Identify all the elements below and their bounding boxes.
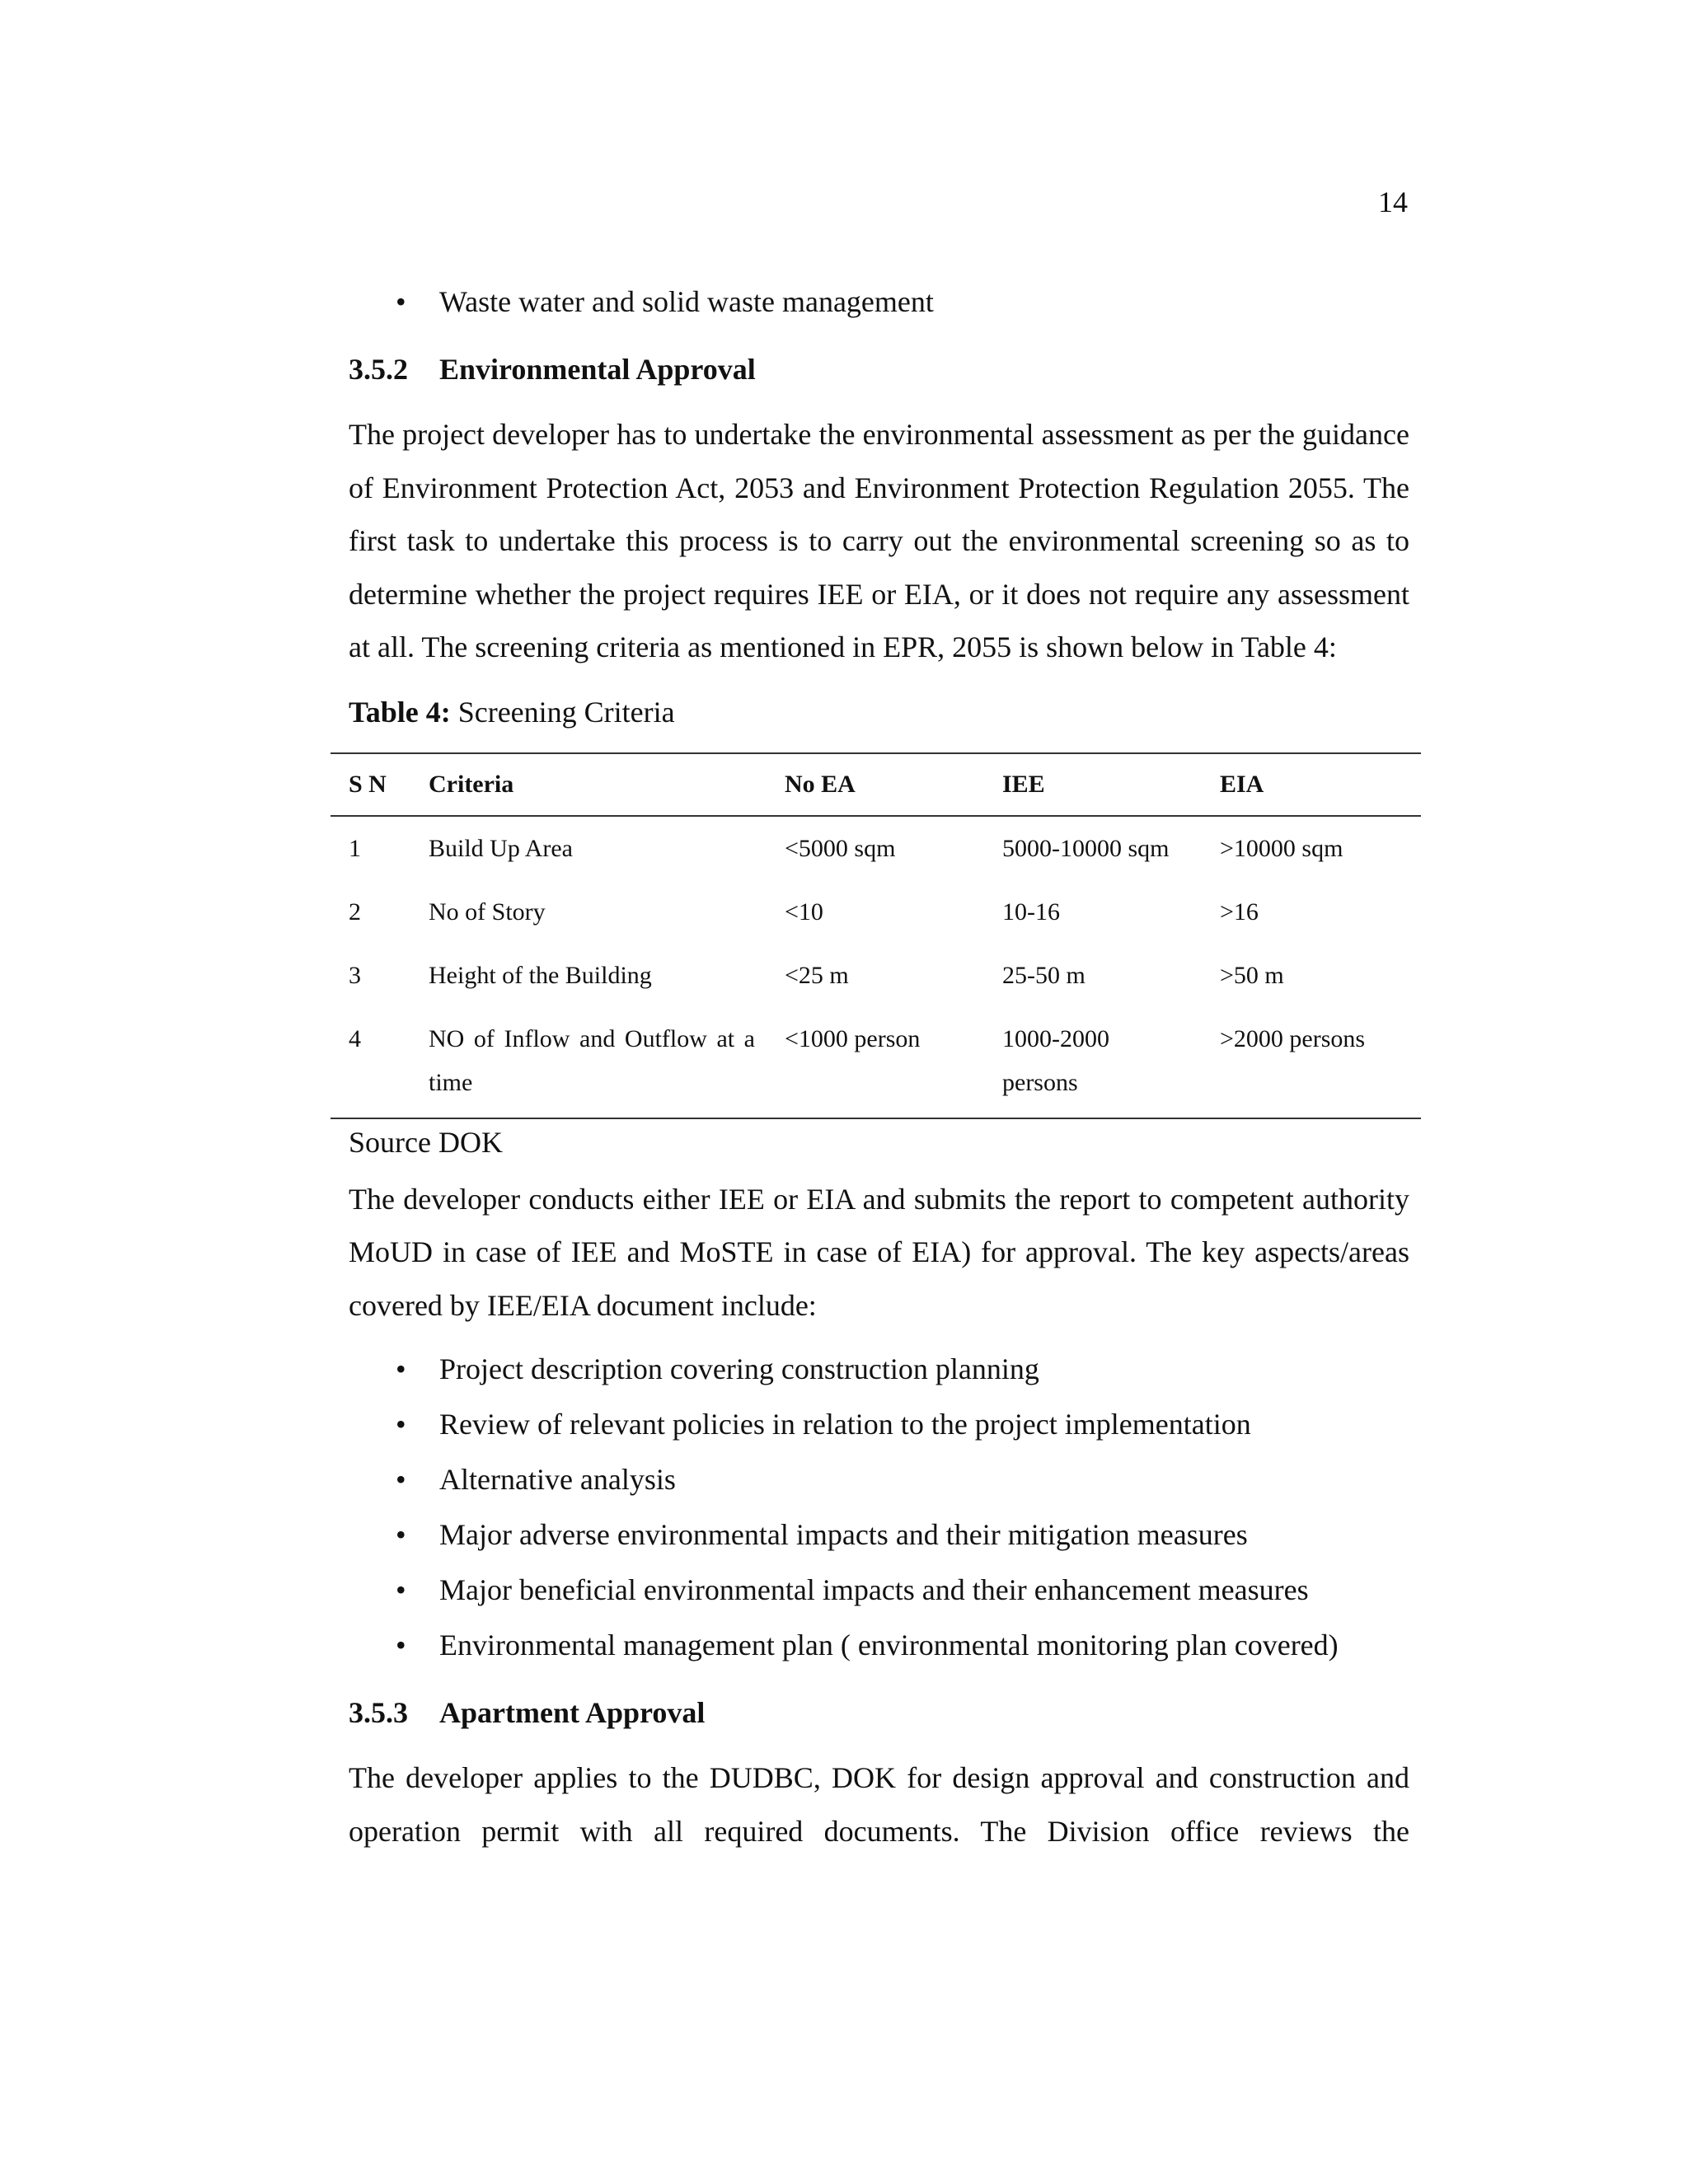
table-cell: 5000-10000 sqm: [1002, 834, 1170, 862]
list-item: [349, 1342, 1409, 1397]
table-cell: >10000 sqm: [1220, 834, 1343, 862]
paragraph-apartment-approval: The developer applies to the DUDBC, DOK for design approval and construction and operation permit with all required documents. The Division office reviews the: [349, 1761, 1409, 1848]
column-header: No EA: [767, 753, 984, 816]
table-row: [331, 816, 1421, 880]
table-header-row: [331, 753, 1421, 816]
aspects-bullet-list: [349, 1342, 1409, 1673]
table-cell: 25-50 m: [1002, 961, 1085, 989]
list-item: [349, 1397, 1409, 1452]
bullet-icon: •: [396, 1352, 406, 1385]
list-item: [349, 1618, 1409, 1673]
table-cell: 4: [331, 1007, 410, 1118]
table-row: [331, 880, 1421, 944]
table-cell: <25 m: [785, 961, 849, 989]
screening-criteria-table: [331, 752, 1421, 1119]
table-cell: >2000 persons: [1202, 1007, 1421, 1118]
table-cell: No of Story: [429, 898, 546, 926]
section-heading-3-5-2: [349, 342, 1409, 397]
table-cell: >16: [1220, 898, 1259, 926]
table-caption-label: Table 4:: [349, 695, 451, 729]
list-item: [349, 1563, 1409, 1618]
column-header: IEE: [984, 753, 1202, 816]
bullet-icon: •: [396, 1518, 406, 1551]
table-caption-text: Screening Criteria: [450, 695, 675, 729]
bullet-icon: •: [396, 1629, 406, 1661]
table-cell: 10-16: [1002, 898, 1060, 926]
list-item-text: Major adverse environmental impacts and their mitigation measures: [439, 1518, 1248, 1551]
list-item: [349, 1507, 1409, 1563]
table-cell: 3: [349, 961, 361, 989]
list-item-text: Major beneficial environmental impacts and their enhancement measures: [439, 1573, 1309, 1606]
section-heading-3-5-3: [349, 1685, 1409, 1741]
section-title: Apartment Approval: [439, 1696, 706, 1729]
document-body: [349, 274, 1409, 1858]
bullet-icon: •: [396, 1573, 406, 1606]
table-caption: [349, 685, 1409, 740]
table-row: [331, 944, 1421, 1007]
table-cell: 2: [349, 898, 361, 926]
table-cell: <1000 person: [767, 1007, 984, 1118]
column-header: S N: [331, 753, 410, 816]
paragraph-environmental-approval: The project developer has to undertake the environmental assessment as per the guidance of Environment Protection Act, 2053 and Environment Protection Regulation 2055. The first task to undertake this process is to carry out the environmental screening so as to determine whether the project requires IEE or EIA, or it does not require any assessment at all. The screening criteria as mentioned in EPR, 2055 is shown below in Table 4:: [349, 418, 1409, 663]
table-cell: 1: [349, 834, 361, 862]
table-cell: <10: [785, 898, 823, 926]
bullet-icon: •: [396, 285, 406, 318]
list-item-text: Project description covering construction planning: [439, 1352, 1039, 1385]
table-row: [331, 1007, 1421, 1118]
bullet-icon: •: [396, 1408, 406, 1441]
table-cell: >50 m: [1220, 961, 1284, 989]
list-item-text: Environmental management plan ( environmental monitoring plan covered): [439, 1629, 1339, 1661]
column-header: Criteria: [410, 753, 767, 816]
table-cell: Build Up Area: [429, 834, 573, 862]
table-cell: <5000 sqm: [785, 834, 896, 862]
list-item-text: Waste water and solid waste management: [439, 285, 934, 318]
list-item: [349, 274, 1409, 330]
table-cell: NO of Inflow and Outflow at a time: [410, 1007, 767, 1118]
list-item: [349, 1452, 1409, 1507]
table-source: Source DOK: [349, 1125, 503, 1159]
column-header: EIA: [1202, 753, 1421, 816]
top-bullet-list: [349, 274, 1409, 330]
bullet-icon: •: [396, 1463, 406, 1496]
table-cell: 1000-2000 persons: [984, 1007, 1202, 1118]
paragraph-iee-eia: The developer conducts either IEE or EIA and submits the report to competent authority MoUD in case of IEE and MoSTE in case of EIA) for approval. The key aspects/areas covered by IEE/EIA document include:: [349, 1182, 1409, 1322]
list-item-text: Alternative analysis: [439, 1463, 676, 1496]
page-number: 14: [1378, 185, 1408, 218]
section-title: Environmental Approval: [439, 353, 756, 386]
table-cell: Height of the Building: [429, 961, 652, 989]
section-number: 3.5.3: [349, 1696, 408, 1729]
section-number: 3.5.2: [349, 353, 408, 386]
list-item-text: Review of relevant policies in relation to the project implementation: [439, 1408, 1251, 1441]
